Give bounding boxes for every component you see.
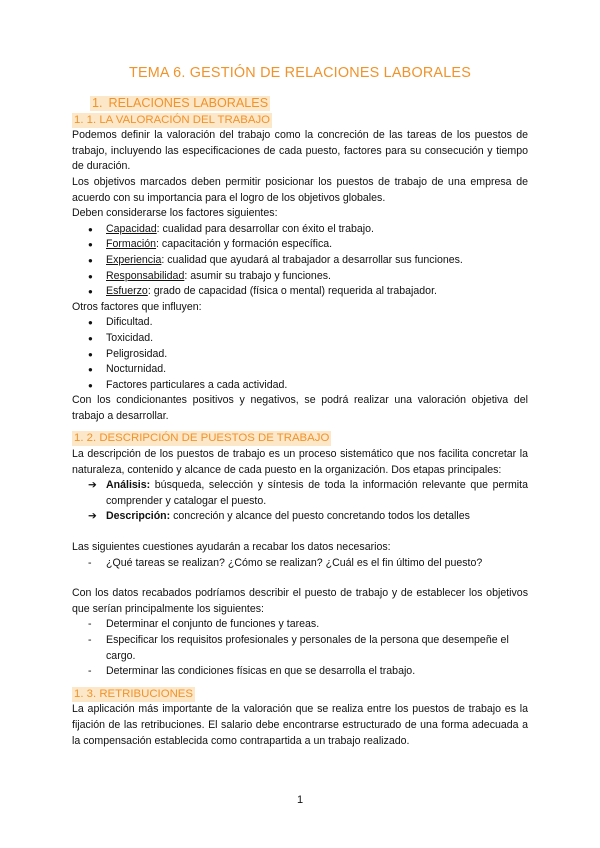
factor-term: Responsabilidad — [106, 269, 185, 282]
arrow-icon: ➔ — [88, 479, 97, 492]
factor-desc: : cualidad que ayudará al trabajador a desarrollar sus funciones. — [161, 253, 463, 266]
stages-list — [72, 478, 528, 525]
paragraph: Con los condicionantes positivos y negativos, se podrá realizar una valoración objetiva del trabajo a desarrollar. — [72, 394, 528, 422]
spacer — [72, 571, 528, 586]
list-item: ● Factores particulares a cada actividad. — [72, 378, 528, 394]
other-factors-list — [72, 315, 528, 393]
factor-term: Capacidad — [106, 222, 157, 235]
factor-term: Experiencia — [106, 253, 162, 266]
dash-marker: - — [88, 618, 92, 631]
paragraph: Deben considerarse los factores siguientes: — [72, 207, 278, 220]
list-item — [72, 664, 528, 680]
subsection-1-2 — [72, 431, 528, 679]
objective-text: Determinar las condiciones físicas en que se desarrolla el trabajo. — [106, 665, 416, 678]
objective-text: Determinar el conjunto de funciones y tareas. — [106, 618, 320, 631]
questions-list — [72, 556, 528, 572]
list-item: ● Peligrosidad. — [72, 347, 528, 363]
section-1-heading-row — [72, 96, 528, 113]
dash-marker: - — [88, 556, 92, 569]
factor-desc: : grado de capacidad (física o mental) requerida al trabajador. — [147, 285, 437, 298]
factor-term: Formación — [106, 238, 157, 251]
subsection-1-3-heading: 1. 3. RETRIBUCIONES — [74, 687, 193, 700]
list-item — [72, 509, 528, 525]
list-item: ● Toxicidad. — [72, 331, 528, 347]
factor-desc: : cualidad para desarrollar con éxito el trabajo. — [156, 222, 374, 235]
list-item — [72, 237, 528, 253]
dash-marker: - — [88, 665, 92, 678]
stage-desc: concreción y alcance del puesto concretando todos los detalles — [170, 510, 470, 523]
list-item: ● Dificultad. — [72, 315, 528, 331]
stage-desc: búsqueda, selección y síntesis de toda la información relevante que permita comprender y catalogar el puesto. — [106, 479, 528, 507]
paragraph: Las siguientes cuestiones ayudarán a recabar los datos necesarios: — [72, 541, 391, 554]
arrow-icon: ➔ — [88, 510, 97, 523]
factors-list — [72, 222, 528, 300]
objectives-list — [72, 617, 528, 679]
question-text: ¿Qué tareas se realizan? ¿Cómo se realizan? ¿Cuál es el fin último del puesto? — [106, 556, 483, 569]
paragraph: La aplicación más importante de la valoración que se realiza entre los puestos de trabajo es la fijación de las retribuciones. El salario debe encontrarse estructurado de una forma adecuada a la compensación establecida como contrapartida a un trabajo realizado. — [72, 703, 528, 747]
stage-term: Análisis: — [106, 479, 151, 492]
section-1-title: RELACIONES LABORALES — [108, 96, 269, 110]
factor-desc: : capacitación y formación específica. — [156, 238, 333, 251]
list-item — [72, 253, 528, 269]
paragraph: Podemos definir la valoración del trabajo como la concreción de las tareas de los puestos de trabajo, incluyendo las especificaciones de cada puesto, factores para su consecución y tiempo de duración. — [72, 129, 528, 173]
paragraph: Con los datos recabados podríamos describir el puesto de trabajo y de establecer los objetivos que serían principalmente los siguientes: — [72, 587, 528, 615]
list-item — [72, 617, 528, 633]
paragraph: La descripción de los puestos de trabajo es un proceso sistemático que nos facilita concretar la naturaleza, contenido y alcance de cada puesto en la organización. Dos etapas principales: — [72, 448, 528, 476]
factor-term: Esfuerzo — [106, 285, 148, 298]
section-1-number: 1. — [92, 96, 103, 110]
stage-term: Descripción: — [106, 510, 171, 523]
subsection-1-1 — [72, 113, 528, 425]
document-title: TEMA 6. GESTIÓN DE RELACIONES LABORALES — [128, 65, 472, 81]
spacer — [72, 525, 528, 540]
list-item — [72, 556, 528, 572]
list-item — [72, 269, 528, 285]
list-item — [72, 633, 528, 664]
subsection-1-3 — [72, 687, 528, 749]
subsection-1-2-heading: 1. 2. DESCRIPCIÓN DE PUESTOS DE TRABAJO — [74, 432, 330, 445]
objective-text: Especificar los requisitos profesionales y personales de la persona que desempeñe el cargo. — [106, 634, 509, 662]
paragraph: Otros factores que influyen: — [72, 300, 202, 313]
paragraph: Los objetivos marcados deben permitir posicionar los puestos de trabajo de una empresa de acuerdo con su importancia para el logro de los objetivos globales. — [72, 175, 528, 204]
subsection-1-1-heading: 1. 1. LA VALORACIÓN DEL TRABAJO — [74, 113, 271, 126]
document-page — [72, 64, 528, 749]
dash-marker: - — [88, 634, 92, 646]
list-item — [72, 284, 528, 300]
list-item: ● Nocturnidad. — [72, 362, 528, 378]
list-item — [72, 222, 528, 238]
page-number: 1 — [296, 794, 304, 806]
list-item — [72, 478, 528, 509]
factor-desc: : asumir su trabajo y funciones. — [184, 269, 331, 282]
section-1-heading — [90, 96, 270, 111]
